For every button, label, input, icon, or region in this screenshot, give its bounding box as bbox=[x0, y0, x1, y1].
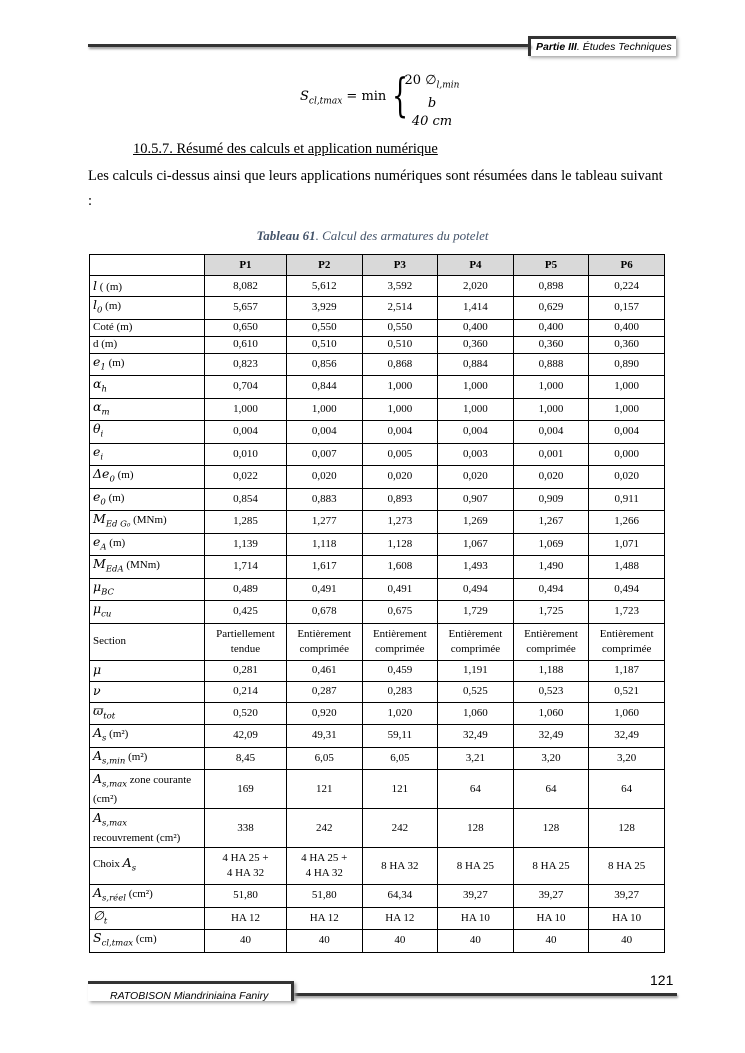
table-cell: 0,856 bbox=[286, 353, 362, 376]
table-cell: 0,704 bbox=[205, 376, 287, 399]
table-cell: 40 bbox=[438, 930, 514, 953]
table-cell: 0,510 bbox=[286, 336, 362, 353]
row-unit: (m) bbox=[105, 491, 125, 504]
table-cell: 0,400 bbox=[438, 319, 514, 336]
row-symbol: ν bbox=[93, 683, 101, 698]
table-cell: 6,05 bbox=[286, 747, 362, 770]
table-cell: 3,21 bbox=[438, 747, 514, 770]
table-row bbox=[90, 488, 665, 511]
table-cell: 0,678 bbox=[286, 601, 362, 624]
table-cell: 8 HA 32 bbox=[362, 848, 438, 885]
row-label bbox=[90, 376, 205, 399]
row-symbol: μ bbox=[93, 662, 102, 677]
table-cell: 0,020 bbox=[589, 466, 665, 489]
column-header: P5 bbox=[513, 255, 589, 276]
table-cell: 0,283 bbox=[362, 681, 438, 702]
table-row bbox=[90, 770, 665, 809]
table-cell: 0,491 bbox=[362, 578, 438, 601]
row-label bbox=[90, 276, 205, 297]
table-cell: 0,004 bbox=[205, 421, 287, 444]
table-row bbox=[90, 556, 665, 579]
table-row bbox=[90, 376, 665, 399]
row-unit: (cm²) bbox=[125, 888, 153, 900]
table-cell: 1,060 bbox=[513, 702, 589, 725]
row-label bbox=[90, 511, 205, 534]
formula-brace: { bbox=[392, 68, 409, 122]
table-cell: 0,675 bbox=[362, 601, 438, 624]
table-cell: 0,898 bbox=[513, 276, 589, 297]
row-label bbox=[90, 681, 205, 702]
row-label bbox=[90, 336, 205, 353]
row-symbol: $e_1$ bbox=[93, 353, 106, 372]
table-cell: 1,000 bbox=[513, 376, 589, 399]
table-row bbox=[90, 466, 665, 489]
table-row bbox=[90, 725, 665, 748]
table-cell: 1,000 bbox=[438, 376, 514, 399]
table-cell: 40 bbox=[205, 930, 287, 953]
table-cell: 3,20 bbox=[513, 747, 589, 770]
table-cell: 128 bbox=[438, 809, 514, 848]
row-symbol: $M_{EdA}$ bbox=[93, 556, 124, 575]
table-cell: 40 bbox=[286, 930, 362, 953]
table-cell: 0,494 bbox=[438, 578, 514, 601]
row-label bbox=[90, 319, 205, 336]
table-cell: 121 bbox=[286, 770, 362, 809]
header-rule bbox=[88, 44, 531, 47]
table-cell: 0,360 bbox=[438, 336, 514, 353]
intro-paragraph: Les calculs ci-dessus ainsi que leurs applications numériques sont résumées dans le tableau suivant : bbox=[88, 168, 663, 209]
table-cell: 6,05 bbox=[362, 747, 438, 770]
table-cell: Entièrement comprimée bbox=[513, 623, 589, 660]
column-header: P2 bbox=[286, 255, 362, 276]
table-cell: 1,000 bbox=[589, 376, 665, 399]
table-cell: 1,285 bbox=[205, 511, 287, 534]
table-cell: 121 bbox=[362, 770, 438, 809]
table-cell: 0,920 bbox=[286, 702, 362, 725]
row-symbol: $e_0$ bbox=[93, 488, 106, 507]
table-cell: 39,27 bbox=[513, 885, 589, 908]
row-label bbox=[90, 398, 205, 421]
row-unit: (MNm) bbox=[130, 514, 167, 526]
table-row bbox=[90, 398, 665, 421]
footer-author: RATOBISON Miandriniaina Faniry bbox=[110, 990, 269, 1002]
table-cell: 1,488 bbox=[589, 556, 665, 579]
row-unit: Choix bbox=[93, 858, 123, 871]
table-cell: 0,890 bbox=[589, 353, 665, 376]
table-row bbox=[90, 809, 665, 848]
table-cell: 0,523 bbox=[513, 681, 589, 702]
table-cell: Entièrement comprimée bbox=[438, 623, 514, 660]
table-row bbox=[90, 907, 665, 930]
table-cell: 4 HA 25 + 4 HA 32 bbox=[286, 848, 362, 885]
table-cell: 1,493 bbox=[438, 556, 514, 579]
row-symbol: $e_A$ bbox=[93, 533, 107, 552]
row-symbol: $A_{s,max}$ bbox=[93, 770, 128, 790]
row-symbol: $\alpha_m$ bbox=[93, 398, 110, 417]
running-header: Partie III. Études Techniques bbox=[536, 41, 672, 53]
table-cell: 0,001 bbox=[513, 443, 589, 466]
table-cell: 5,657 bbox=[205, 297, 287, 320]
table-cell: 0,004 bbox=[513, 421, 589, 444]
table-cell: 0,400 bbox=[513, 319, 589, 336]
table-row bbox=[90, 747, 665, 770]
table-cell: 338 bbox=[205, 809, 287, 848]
table-cell: 0,004 bbox=[589, 421, 665, 444]
table-cell: 0,844 bbox=[286, 376, 362, 399]
row-label bbox=[90, 466, 205, 489]
row-unit: recouvrement (cm²) bbox=[93, 832, 181, 845]
row-unit: (MNm) bbox=[123, 559, 160, 571]
row-unit: (m) bbox=[105, 356, 125, 369]
table-cell: 5,612 bbox=[286, 276, 362, 297]
table-row bbox=[90, 702, 665, 725]
table-cell: 242 bbox=[286, 809, 362, 848]
row-label bbox=[90, 533, 205, 556]
row-unit: (m) bbox=[114, 469, 134, 481]
table-cell: 1,266 bbox=[589, 511, 665, 534]
table-cell: 128 bbox=[513, 809, 589, 848]
table-cell: 3,592 bbox=[362, 276, 438, 297]
table-cell: 0,020 bbox=[286, 466, 362, 489]
table-cell: 0,854 bbox=[205, 488, 287, 511]
row-symbol: $ϖ_{tot}$ bbox=[93, 702, 116, 721]
table-cell: 1,414 bbox=[438, 297, 514, 320]
table-cell: 1,000 bbox=[205, 398, 287, 421]
page-number: 121 bbox=[650, 972, 674, 988]
table-cell: 1,725 bbox=[513, 601, 589, 624]
table-row bbox=[90, 319, 665, 336]
row-symbol: $M_{Ed G_0}$ bbox=[93, 511, 131, 530]
row-label bbox=[90, 770, 205, 809]
row-symbol: $\mu_{BC}$ bbox=[93, 578, 115, 597]
table-cell: 1,608 bbox=[362, 556, 438, 579]
table-cell: 0,884 bbox=[438, 353, 514, 376]
table-cell: 0,157 bbox=[589, 297, 665, 320]
table-cell: Entièrement comprimée bbox=[286, 623, 362, 660]
table-row bbox=[90, 533, 665, 556]
row-symbol: $A_{s,max}$ bbox=[93, 809, 128, 829]
section-heading: 10.5.7. Résumé des calculs et application numérique bbox=[133, 141, 438, 157]
table-cell: 1,723 bbox=[589, 601, 665, 624]
row-symbol: $A_{s,réel}$ bbox=[93, 885, 126, 904]
table-cell: 0,629 bbox=[513, 297, 589, 320]
row-label bbox=[90, 848, 205, 885]
row-unit: Coté (m) bbox=[93, 321, 133, 333]
table-cell: HA 12 bbox=[205, 907, 287, 930]
row-label bbox=[90, 578, 205, 601]
table-cell: 59,11 bbox=[362, 725, 438, 748]
table-cell: 0,360 bbox=[589, 336, 665, 353]
table-cell: 64 bbox=[438, 770, 514, 809]
column-header: P6 bbox=[589, 255, 665, 276]
row-symbol: $A_{s,min}$ bbox=[93, 747, 126, 766]
table-cell: 51,80 bbox=[286, 885, 362, 908]
row-symbol: $l_0$ bbox=[93, 297, 103, 316]
row-label bbox=[90, 885, 205, 908]
table-cell: 8,082 bbox=[205, 276, 287, 297]
table-cell: 0,610 bbox=[205, 336, 287, 353]
table-cell: 242 bbox=[362, 809, 438, 848]
table-row bbox=[90, 336, 665, 353]
table-cell: 0,020 bbox=[362, 466, 438, 489]
table-cell: 1,269 bbox=[438, 511, 514, 534]
table-cell: 0,214 bbox=[205, 681, 287, 702]
row-label bbox=[90, 907, 205, 930]
table-cell: 42,09 bbox=[205, 725, 287, 748]
table-row bbox=[90, 578, 665, 601]
table-cell: 64 bbox=[589, 770, 665, 809]
table-header-row bbox=[90, 255, 665, 276]
table-cell: 0,521 bbox=[589, 681, 665, 702]
table-cell: 0,911 bbox=[589, 488, 665, 511]
table-cell: 64 bbox=[513, 770, 589, 809]
row-symbol: $\mu_{cu}$ bbox=[93, 601, 112, 620]
table-cell: 1,067 bbox=[438, 533, 514, 556]
table-cell: 1,128 bbox=[362, 533, 438, 556]
table-cell: 4 HA 25 + 4 HA 32 bbox=[205, 848, 287, 885]
row-symbol: $\theta_i$ bbox=[93, 421, 104, 440]
row-symbol: $S_{cl,tmax}$ bbox=[93, 930, 134, 949]
table-cell: 0,459 bbox=[362, 660, 438, 681]
table-cell: 0,007 bbox=[286, 443, 362, 466]
table-cell: 1,000 bbox=[513, 398, 589, 421]
table-cell: 0,281 bbox=[205, 660, 287, 681]
table-cell: 0,550 bbox=[362, 319, 438, 336]
table-cell: 8 HA 25 bbox=[438, 848, 514, 885]
row-label bbox=[90, 556, 205, 579]
column-header: P4 bbox=[438, 255, 514, 276]
row-unit: (m) bbox=[106, 536, 126, 549]
table-cell: 0,491 bbox=[286, 578, 362, 601]
table-cell: 40 bbox=[589, 930, 665, 953]
table-cell: 1,714 bbox=[205, 556, 287, 579]
table-cell: 0,868 bbox=[362, 353, 438, 376]
row-symbol: l bbox=[93, 277, 97, 293]
table-cell: 0,005 bbox=[362, 443, 438, 466]
table-cell: 51,80 bbox=[205, 885, 287, 908]
table-cell: HA 12 bbox=[362, 907, 438, 930]
table-cell: 0,494 bbox=[589, 578, 665, 601]
row-unit: (cm) bbox=[133, 933, 157, 945]
table-cell: 1,187 bbox=[589, 660, 665, 681]
table-row bbox=[90, 511, 665, 534]
table-cell: 128 bbox=[589, 809, 665, 848]
table-cell: 0,000 bbox=[589, 443, 665, 466]
table-row bbox=[90, 601, 665, 624]
table-row-section bbox=[90, 623, 665, 660]
table-cell: HA 10 bbox=[589, 907, 665, 930]
table-row bbox=[90, 297, 665, 320]
table-cell: 2,020 bbox=[438, 276, 514, 297]
table-row bbox=[90, 930, 665, 953]
table-cell: 0,022 bbox=[205, 466, 287, 489]
row-label bbox=[90, 443, 205, 466]
table-cell: 0,510 bbox=[362, 336, 438, 353]
table-cell: HA 10 bbox=[438, 907, 514, 930]
table-cell: 1,020 bbox=[362, 702, 438, 725]
table-cell: 0,360 bbox=[513, 336, 589, 353]
table-cell: HA 12 bbox=[286, 907, 362, 930]
table-cell: 0,400 bbox=[589, 319, 665, 336]
formula-lhs: $S_{cl,tmax} = \min$ bbox=[300, 89, 387, 107]
footer-rule bbox=[292, 993, 677, 996]
table-cell: 0,489 bbox=[205, 578, 287, 601]
table-cell: 8 HA 25 bbox=[513, 848, 589, 885]
row-symbol: $\Delta e_0$ bbox=[93, 466, 115, 485]
table-cell: 40 bbox=[362, 930, 438, 953]
table-cell: 0,003 bbox=[438, 443, 514, 466]
table-row bbox=[90, 353, 665, 376]
table-cell: Entièrement comprimée bbox=[589, 623, 665, 660]
table-caption: Tableau 61. Calcul des armatures du potelet bbox=[256, 228, 489, 243]
table-row bbox=[90, 885, 665, 908]
table-cell: 40 bbox=[513, 930, 589, 953]
table-cell: 1,060 bbox=[589, 702, 665, 725]
table-cell: 2,514 bbox=[362, 297, 438, 320]
table-cell: 1,188 bbox=[513, 660, 589, 681]
table-cell: 1,000 bbox=[589, 398, 665, 421]
row-label bbox=[90, 930, 205, 953]
table-row bbox=[90, 660, 665, 681]
table-cell: 0,461 bbox=[286, 660, 362, 681]
row-unit: ( (m) bbox=[97, 280, 123, 293]
table-cell: 1,267 bbox=[513, 511, 589, 534]
table-cell: 0,888 bbox=[513, 353, 589, 376]
table-cell: 8 HA 25 bbox=[589, 848, 665, 885]
row-label bbox=[90, 488, 205, 511]
row-label bbox=[90, 421, 205, 444]
table-cell: 0,525 bbox=[438, 681, 514, 702]
table-cell: 3,20 bbox=[589, 747, 665, 770]
table-cell: 64,34 bbox=[362, 885, 438, 908]
table-cell: 1,060 bbox=[438, 702, 514, 725]
table-cell: 0,004 bbox=[362, 421, 438, 444]
column-header: P1 bbox=[205, 255, 287, 276]
table-cell: 1,273 bbox=[362, 511, 438, 534]
table-cell: 0,494 bbox=[513, 578, 589, 601]
table-cell: 32,49 bbox=[589, 725, 665, 748]
row-symbol: $\emptyset_t$ bbox=[93, 907, 108, 926]
table-cell: 1,729 bbox=[438, 601, 514, 624]
row-unit: zone courante (cm²) bbox=[93, 773, 192, 806]
table-cell: 0,020 bbox=[438, 466, 514, 489]
row-symbol: $\alpha_h$ bbox=[93, 376, 107, 395]
table-cell: 1,191 bbox=[438, 660, 514, 681]
table-cell: 0,287 bbox=[286, 681, 362, 702]
table-cell: 0,004 bbox=[438, 421, 514, 444]
table-cell: 1,000 bbox=[362, 398, 438, 421]
table-cell: 1,617 bbox=[286, 556, 362, 579]
column-header: P3 bbox=[362, 255, 438, 276]
table-cell: 0,010 bbox=[205, 443, 287, 466]
table-cell: 39,27 bbox=[589, 885, 665, 908]
row-label bbox=[90, 747, 205, 770]
table-cell: Partiellement tendue bbox=[205, 623, 287, 660]
table-row bbox=[90, 421, 665, 444]
table-cell: 0,004 bbox=[286, 421, 362, 444]
row-label bbox=[90, 660, 205, 681]
table-cell: 1,118 bbox=[286, 533, 362, 556]
row-label bbox=[90, 702, 205, 725]
table-cell: 1,139 bbox=[205, 533, 287, 556]
row-unit: (m²) bbox=[125, 750, 148, 763]
table-cell: HA 10 bbox=[513, 907, 589, 930]
table-cell: 0,224 bbox=[589, 276, 665, 297]
table-cell: 0,909 bbox=[513, 488, 589, 511]
table-cell: 0,907 bbox=[438, 488, 514, 511]
table-cell: 49,31 bbox=[286, 725, 362, 748]
row-unit: (m) bbox=[102, 300, 122, 312]
table-cell: 169 bbox=[205, 770, 287, 809]
table-cell: Entièrement comprimée bbox=[362, 623, 438, 660]
row-label: Section bbox=[90, 623, 205, 660]
row-label bbox=[90, 297, 205, 320]
row-label bbox=[90, 725, 205, 748]
table-cell: 0,425 bbox=[205, 601, 287, 624]
table-cell: 1,000 bbox=[286, 398, 362, 421]
table-cell: 0,020 bbox=[513, 466, 589, 489]
row-label bbox=[90, 809, 205, 848]
table-cell: 32,49 bbox=[438, 725, 514, 748]
table-cell: 1,277 bbox=[286, 511, 362, 534]
table-cell: 1,000 bbox=[362, 376, 438, 399]
table-cell: 0,823 bbox=[205, 353, 287, 376]
row-label bbox=[90, 601, 205, 624]
table-cell: 1,069 bbox=[513, 533, 589, 556]
table-cell: 0,883 bbox=[286, 488, 362, 511]
table-row-choix bbox=[90, 848, 665, 885]
table-cell: 39,27 bbox=[438, 885, 514, 908]
row-symbol: $e_i$ bbox=[93, 443, 104, 462]
table-row bbox=[90, 276, 665, 297]
table-cell: 0,550 bbox=[286, 319, 362, 336]
table-row bbox=[90, 681, 665, 702]
row-unit: (m²) bbox=[106, 728, 129, 740]
table-cell: 32,49 bbox=[513, 725, 589, 748]
row-symbol: $A_s$ bbox=[93, 725, 107, 744]
table-cell: 0,520 bbox=[205, 702, 287, 725]
row-label bbox=[90, 353, 205, 376]
row-symbol: $A_s$ bbox=[122, 855, 137, 874]
row-unit: d (m) bbox=[93, 338, 118, 350]
reinforcement-table bbox=[89, 254, 665, 953]
table-cell: 8,45 bbox=[205, 747, 287, 770]
formula-cases: 20 $\emptyset_{l,min}$ b 40 cm bbox=[404, 73, 460, 129]
table-row bbox=[90, 443, 665, 466]
table-cell: 0,650 bbox=[205, 319, 287, 336]
table-cell: 0,893 bbox=[362, 488, 438, 511]
table-cell: 1,490 bbox=[513, 556, 589, 579]
header-corner bbox=[90, 255, 205, 276]
table-cell: 1,071 bbox=[589, 533, 665, 556]
table-cell: 1,000 bbox=[438, 398, 514, 421]
table-cell: 3,929 bbox=[286, 297, 362, 320]
